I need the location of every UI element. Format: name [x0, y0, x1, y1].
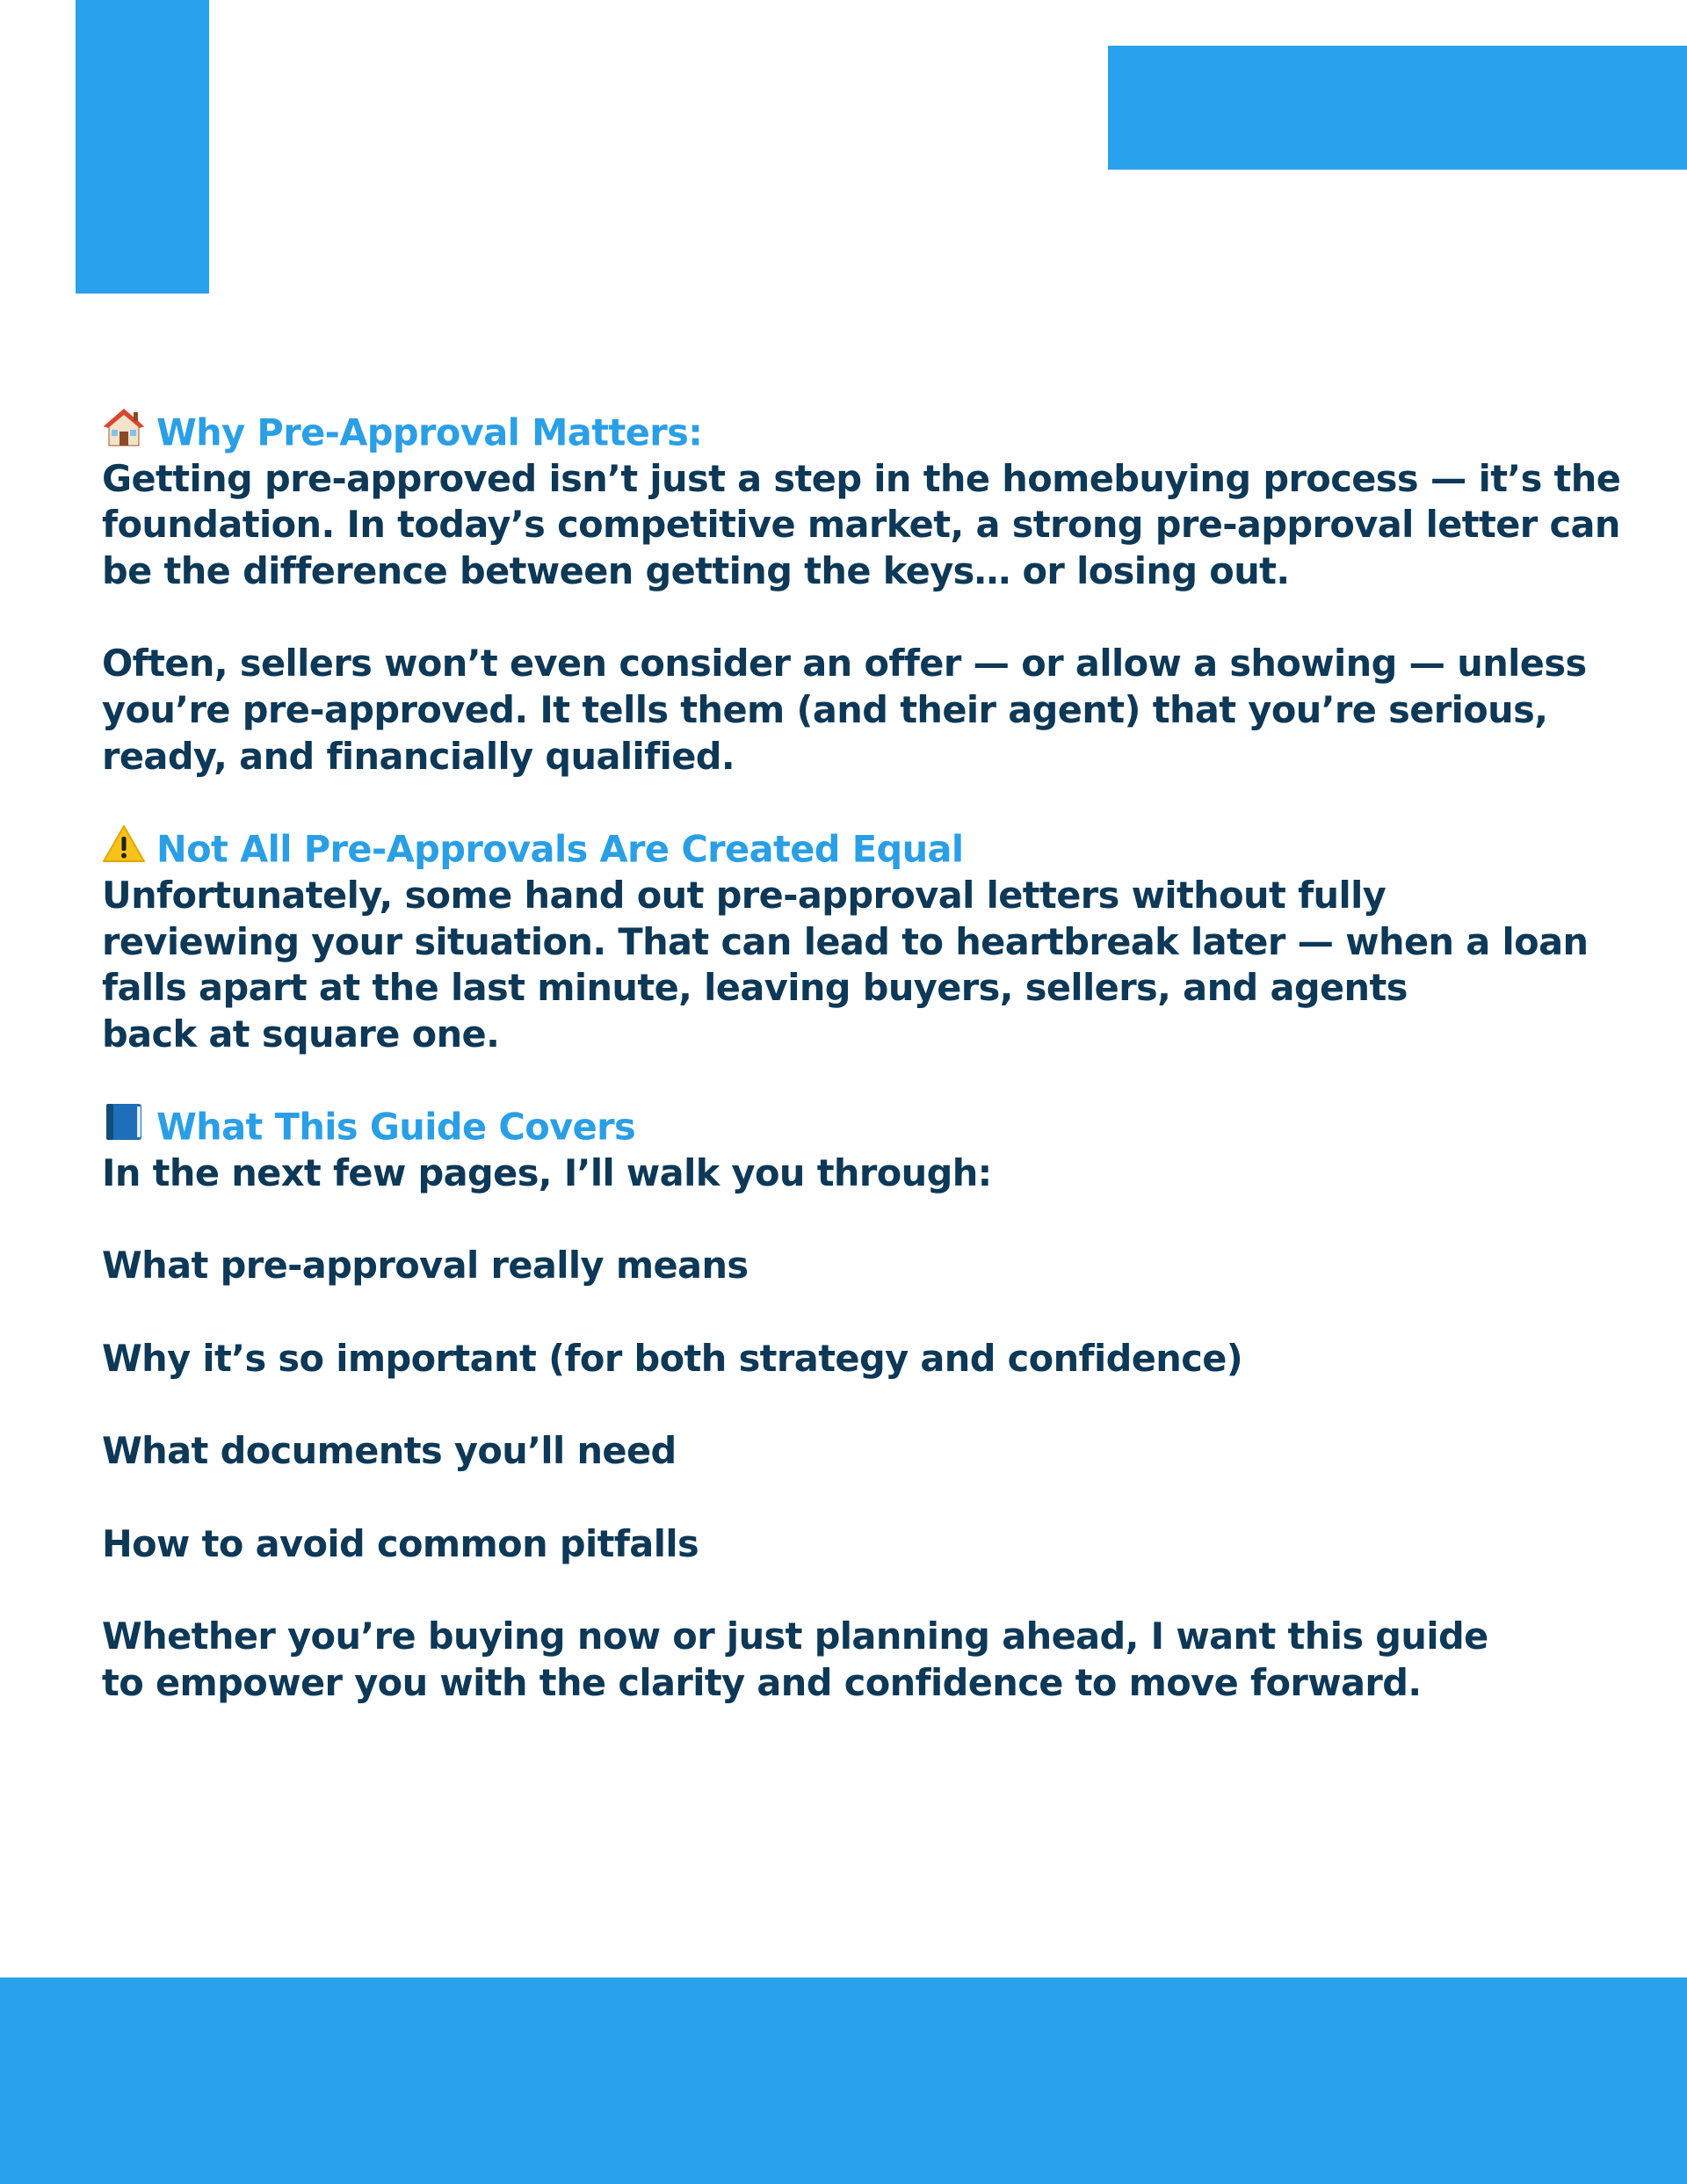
paragraph-line: be the difference between getting the keys… or losing out.: [102, 549, 1290, 593]
footer-band: [0, 1977, 1687, 2184]
heading-text: Not All Pre-Approvals Are Created Equal: [156, 827, 964, 871]
paragraph-line: you’re pre-approved. It tells them (and their agent) that you’re serious,: [102, 688, 1548, 732]
list-item: How to avoid common pitfalls: [102, 1521, 699, 1565]
paragraph-line: In the next few pages, I’ll walk you through:: [102, 1151, 992, 1194]
paragraph-line: Getting pre-approved isn’t just a step in the homebuying process — it’s the: [102, 456, 1621, 500]
heading-text: What This Guide Covers: [156, 1105, 636, 1149]
heading-text: Why Pre-Approval Matters:: [156, 410, 703, 454]
section-heading-guide-covers: [102, 1104, 1578, 1150]
section-heading-why-preapproval: [102, 410, 1578, 456]
decorative-block-top-right: [1108, 46, 1687, 170]
paragraph-line: falls apart at the last minute, leaving buyers, sellers, and agents: [102, 966, 1408, 1010]
list-item: Why it’s so important (for both strategy and confidence): [102, 1336, 1243, 1380]
document-body: [102, 410, 1621, 1706]
warning-icon: [102, 824, 146, 875]
paragraph-line: ready, and financially qualified.: [102, 734, 735, 778]
paragraph-line: Whether you’re buying now or just planning ahead, I want this guide: [102, 1614, 1488, 1658]
house-icon: [102, 407, 146, 459]
paragraph-line: Unfortunately, some hand out pre-approval letters without fully: [102, 873, 1387, 917]
list-item: What pre-approval really means: [102, 1244, 749, 1288]
paragraph-line: back at square one.: [102, 1012, 500, 1056]
decorative-block-top-left: [76, 0, 209, 294]
paragraph-line: reviewing your situation. That can lead to heartbreak later — when a loan: [102, 919, 1589, 963]
paragraph-line: foundation. In today’s competitive market, a strong pre-approval letter can: [102, 503, 1620, 547]
paragraph-line: to empower you with the clarity and confidence to move forward.: [102, 1660, 1422, 1704]
section-heading-not-all-equal: [102, 826, 1578, 873]
paragraph-line: Often, sellers won’t even consider an offer — or allow a showing — unless: [102, 642, 1587, 686]
book-icon: [102, 1101, 146, 1153]
list-item: What documents you’ll need: [102, 1429, 677, 1473]
